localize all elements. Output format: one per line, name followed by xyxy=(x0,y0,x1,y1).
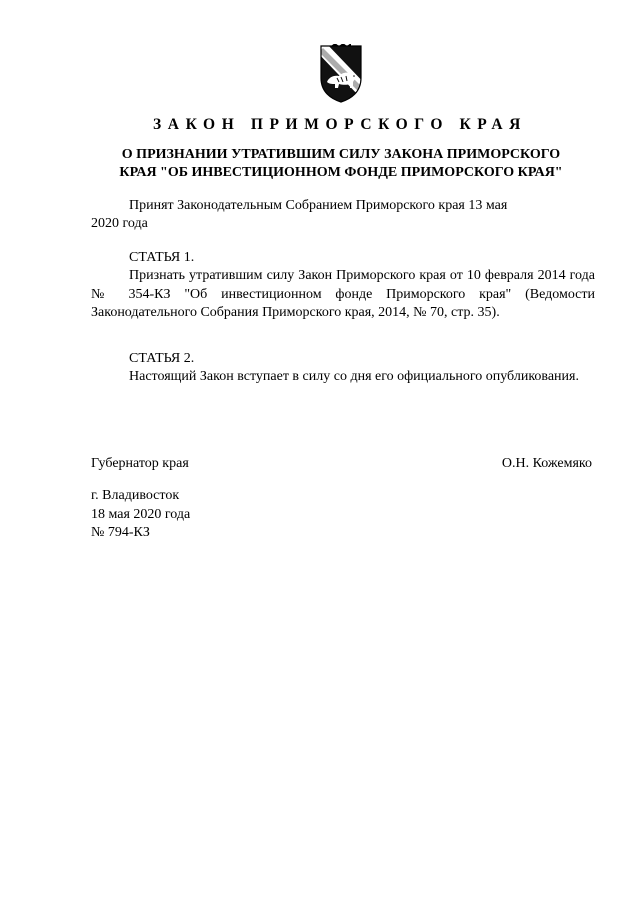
footer-date: 18 мая 2020 года xyxy=(91,506,191,522)
footer-city: г. Владивосток xyxy=(91,488,180,503)
signatory-name: О.Н. Кожемяко xyxy=(501,456,592,471)
document-footer xyxy=(91,487,190,543)
adoption-line-2: 2020 года xyxy=(91,216,148,231)
article-2-text: Настоящий Закон вступает в силу со дня его официального опубликования. xyxy=(129,369,579,384)
coat-of-arms-icon xyxy=(317,44,365,104)
article-1-heading: СТАТЬЯ 1. xyxy=(129,250,195,265)
footer-number: № 794-КЗ xyxy=(91,525,150,540)
law-heading: ЗАКОН ПРИМОРСКОГО КРАЯ xyxy=(153,116,527,133)
adoption-note xyxy=(91,197,595,216)
article-2-heading: СТАТЬЯ 2. xyxy=(129,351,195,366)
law-title-line-1: О ПРИЗНАНИИ УТРАТИВШИМ СИЛУ ЗАКОНА ПРИМОРСКОГО xyxy=(121,147,561,162)
article-1-text: Признать утратившим силу Закон Приморского края от 10 февраля 2014 года № 354-КЗ "Об инвестиционном фонде Приморского края" (Ведомости Законодательного Собрания Приморского края, 2014, № 70, стр. 35). xyxy=(91,268,595,320)
law-title-line-2: КРАЯ "ОБ ИНВЕСТИЦИОННОМ ФОНДЕ ПРИМОРСКОГО КРАЯ" xyxy=(119,165,563,180)
adoption-line-1: Принят Законодательным Собранием Приморского края 13 мая xyxy=(129,198,508,213)
law-title xyxy=(90,146,592,182)
signatory-position: Губернатор края xyxy=(91,456,189,471)
